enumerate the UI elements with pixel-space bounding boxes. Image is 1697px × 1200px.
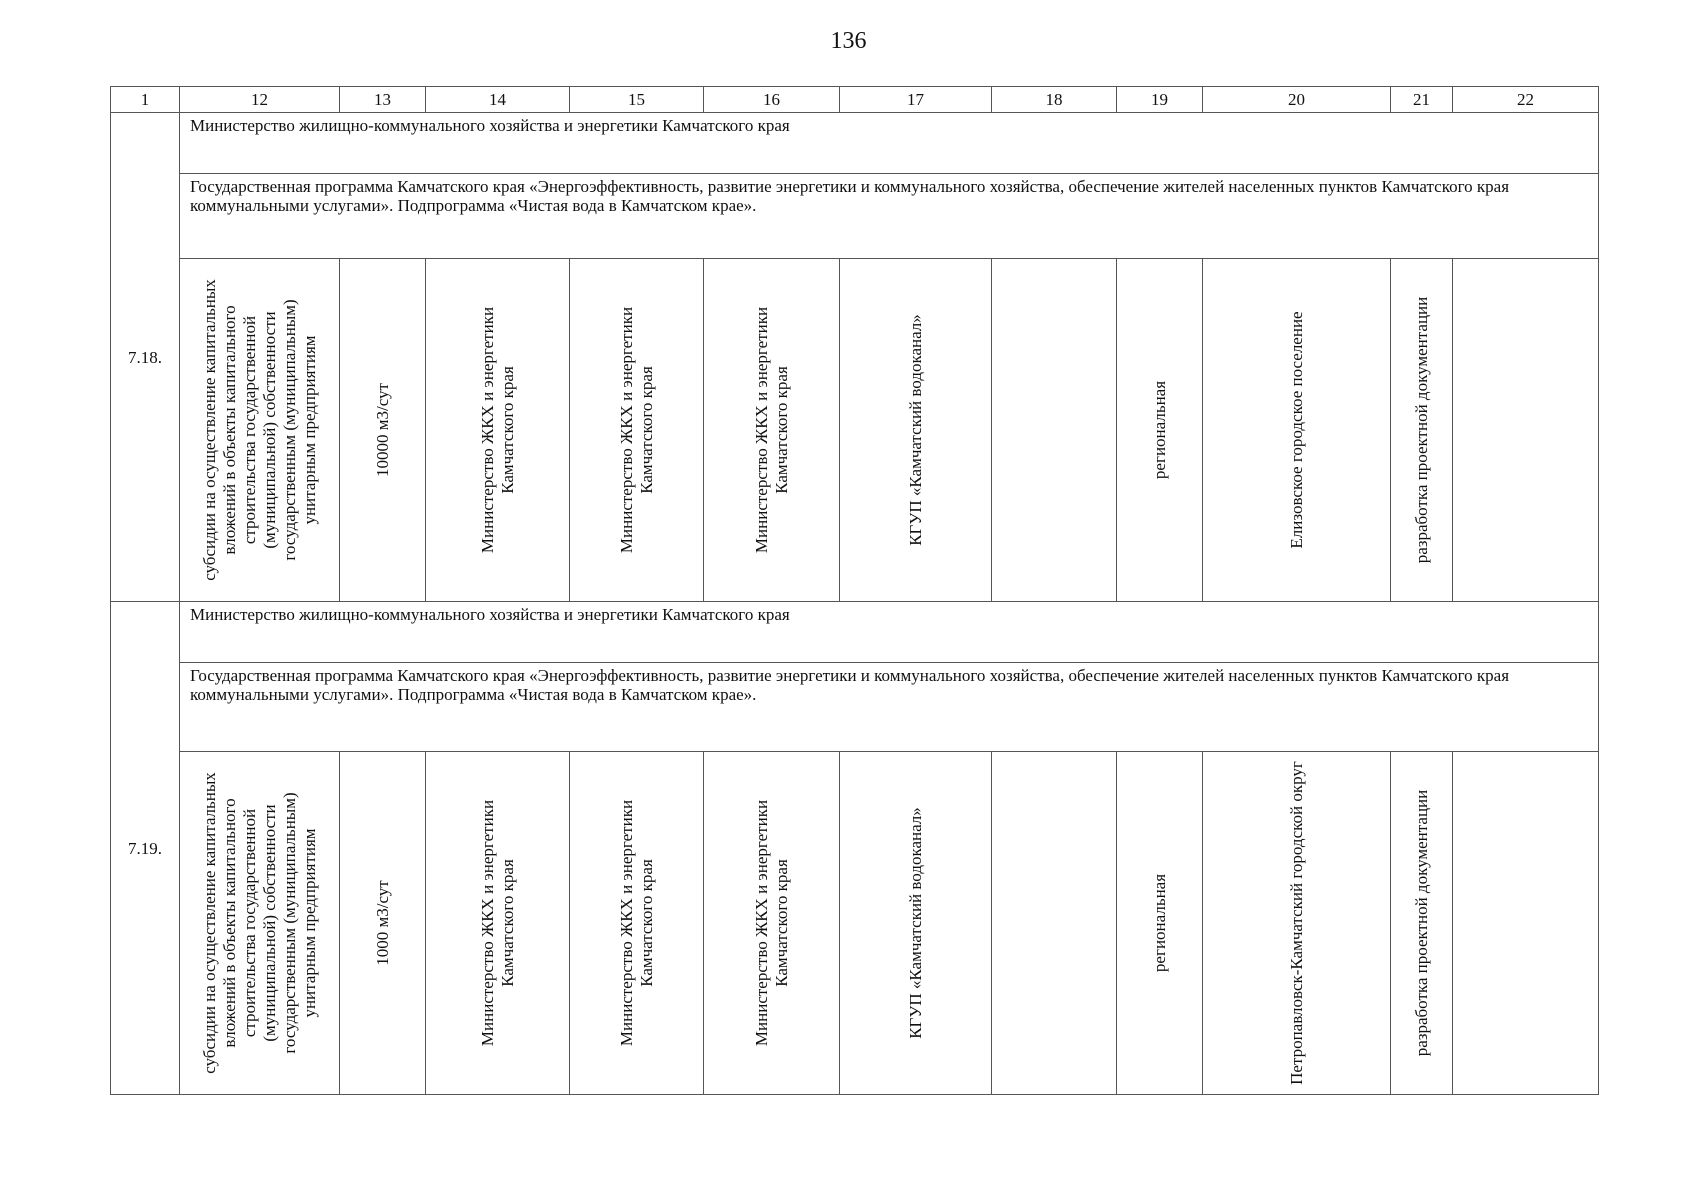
detail-row <box>111 259 1599 602</box>
capacity-text: 10000 м3/сут <box>372 383 392 477</box>
column-header: 12 <box>180 87 340 113</box>
authority-text: Министерство ЖКХ и энергетики Камчатского края <box>477 799 517 1047</box>
stage-text: разработка проектной документации <box>1411 789 1431 1057</box>
authority-text: Министерство ЖКХ и энергетики Камчатского края <box>751 306 791 554</box>
cell-col-16 <box>704 752 840 1095</box>
level-text: региональная <box>1149 873 1169 973</box>
cell-col-15 <box>570 752 704 1095</box>
cell-col-14 <box>426 259 570 602</box>
ministry-band: Министерство жилищно-коммунального хозяйства и энергетики Камчатского края <box>180 602 1599 663</box>
cell-col-13 <box>340 259 426 602</box>
column-header: 15 <box>570 87 704 113</box>
municipality-text: Петропавловск-Камчатский городской округ <box>1286 761 1306 1085</box>
capacity-text: 1000 м3/сут <box>372 880 392 966</box>
cell-col-16 <box>704 259 840 602</box>
cell-col-21 <box>1391 259 1453 602</box>
authority-text: Министерство ЖКХ и энергетики Камчатского края <box>751 799 791 1047</box>
column-header: 1 <box>111 87 180 113</box>
column-header: 20 <box>1203 87 1391 113</box>
column-header: 16 <box>704 87 840 113</box>
program-band: Государственная программа Камчатского края «Энергоэффективность, развитие энергетики и коммунального хозяйства, обеспечение жителей населенных пунктов Камчатского края коммунальными услугами». Подпрограмма «Чистая вода в Камчатском крае». <box>180 174 1599 259</box>
funding-type-text: субсидии на осуществление капитальных вложений в объекты капитального строительства государственной (муниципальной) собственности государственным (муниципальным) унитарным предприятиям <box>199 279 319 581</box>
column-header: 17 <box>840 87 992 113</box>
column-header: 21 <box>1391 87 1453 113</box>
authority-text: Министерство ЖКХ и энергетики Камчатского края <box>477 306 517 554</box>
cell-col-21 <box>1391 752 1453 1095</box>
detail-row <box>111 752 1599 1095</box>
cell-col-12 <box>180 259 340 602</box>
column-header: 13 <box>340 87 426 113</box>
column-header: 14 <box>426 87 570 113</box>
cell-col-17 <box>840 752 992 1095</box>
funding-type-text: субсидии на осуществление капитальных вложений в объекты капитального строительства государственной (муниципальной) собственности государственным (муниципальным) унитарным предприятиям <box>199 772 319 1074</box>
data-table <box>110 86 1599 1095</box>
authority-text: Министерство ЖКХ и энергетики Камчатского края <box>616 799 656 1047</box>
row-number: 7.19. <box>111 602 180 1095</box>
cell-col-18 <box>992 259 1117 602</box>
cell-col-15 <box>570 259 704 602</box>
cell-col-13 <box>340 752 426 1095</box>
cell-col-22 <box>1453 752 1599 1095</box>
row-number: 7.18. <box>111 113 180 602</box>
program-row <box>111 174 1599 259</box>
column-header: 22 <box>1453 87 1599 113</box>
enterprise-text: КГУП «Камчатский водоканал» <box>905 314 925 546</box>
level-text: региональная <box>1149 380 1169 480</box>
authority-text: Министерство ЖКХ и энергетики Камчатского края <box>616 306 656 554</box>
cell-col-19 <box>1117 259 1203 602</box>
cell-col-18 <box>992 752 1117 1095</box>
column-header: 18 <box>992 87 1117 113</box>
cell-col-14 <box>426 752 570 1095</box>
program-row <box>111 663 1599 752</box>
ministry-band: Министерство жилищно-коммунального хозяйства и энергетики Камчатского края <box>180 113 1599 174</box>
cell-col-19 <box>1117 752 1203 1095</box>
cell-col-20 <box>1203 259 1391 602</box>
ministry-row <box>111 113 1599 174</box>
page-number: 136 <box>830 28 867 54</box>
column-header-row <box>111 87 1599 113</box>
cell-col-22 <box>1453 259 1599 602</box>
ministry-row <box>111 602 1599 663</box>
program-band: Государственная программа Камчатского края «Энергоэффективность, развитие энергетики и коммунального хозяйства, обеспечение жителей населенных пунктов Камчатского края коммунальными услугами». Подпрограмма «Чистая вода в Камчатском крае». <box>180 663 1599 752</box>
municipality-text: Елизовское городское поселение <box>1286 311 1306 549</box>
cell-col-12 <box>180 752 340 1095</box>
stage-text: разработка проектной документации <box>1411 296 1431 564</box>
enterprise-text: КГУП «Камчатский водоканал» <box>905 807 925 1039</box>
cell-col-20 <box>1203 752 1391 1095</box>
cell-col-17 <box>840 259 992 602</box>
column-header: 19 <box>1117 87 1203 113</box>
